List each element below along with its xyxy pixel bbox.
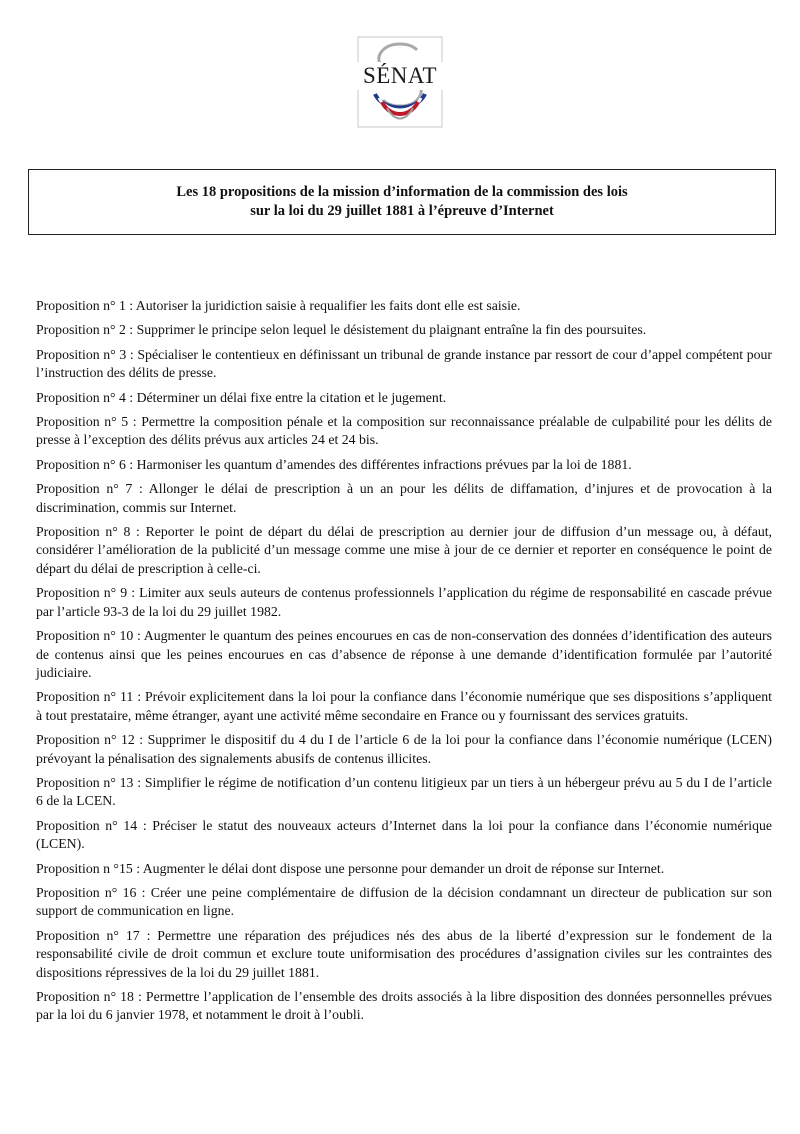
proposition-14: Proposition n° 14 : Préciser le statut des nouveaux acteurs d’Internet dans la loi pour la confiance dans l’économie numérique (LCEN). (36, 817, 772, 852)
proposition-13: Proposition n° 13 : Simplifier le régime de notification d’un contenu litigieux par un tiers à un hébergeur prévu au 5 du I de l’article 6 de la LCEN. (36, 774, 772, 809)
proposition-3: Proposition n° 3 : Spécialiser le contentieux en définissant un tribunal de grande instance par ressort de cour d’appel compétent pour l’instruction des délits de presse. (36, 346, 772, 381)
proposition-4: Proposition n° 4 : Déterminer un délai fixe entre la citation et le jugement. (36, 389, 447, 405)
senat-logo (355, 36, 445, 128)
title-box (28, 169, 776, 235)
title-line-2: sur la loi du 29 juillet 1881 à l’épreuve d’Internet (250, 203, 554, 219)
proposition-1: Proposition n° 1 : Autoriser la juridiction saisie à requalifier les faits dont elle est saisie. (36, 298, 521, 313)
proposition-7: Proposition n° 7 : Allonger le délai de prescription à un an pour les délits de diffamation, d’injures et de provocation à la discrimination, commis sur Internet. (36, 481, 772, 515)
propositions-list (36, 297, 772, 1031)
proposition-8: Proposition n° 8 : Reporter le point de départ du délai de prescription au dernier jour de diffusion d’un message ou, à défaut, considérer l’amélioration de la publicité d’un message comme une mise à jour de ce dernier et reporter en conséquence le point de départ du délai de prescription à celle-ci. (36, 524, 772, 576)
proposition-15: Proposition n °15 : Augmenter le délai dont dispose une personne pour demander un droit de réponse sur Internet. (36, 860, 665, 876)
proposition-2: Proposition n° 2 : Supprimer le principe selon lequel le désistement du plaignant entraîne la fin des poursuites. (36, 322, 647, 338)
proposition-9: Proposition n° 9 : Limiter aux seuls auteurs de contenus professionnels l’application du régime de responsabilité en cascade prévue par l’article 93-3 de la loi du 29 juillet 1982. (36, 585, 772, 619)
proposition-10: Proposition n° 10 : Augmenter le quantum des peines encourues en cas de non-conservation des données d’identification des auteurs de contenus ainsi que les peines encourues en cas d’absence de réponse à une demande d’identification formulée par l’autorité judiciaire. (36, 628, 772, 680)
proposition-17: Proposition n° 17 : Permettre une réparation des préjudices nés des abus de la liberté d’expression sur le fondement de la responsabilité civile de droit commun et exclure toute uniformisation des procédures d’assignation civiles sur les contraintes des dispositions répressives de la loi du 29 juillet 1881. (36, 927, 772, 980)
proposition-12: Proposition n° 12 : Supprimer le dispositif du 4 du I de l’article 6 de la loi pour la confiance dans l’économie numérique (LCEN) prévoyant la pénalisation des signalements abusifs de contenus illicites. (36, 732, 772, 766)
logo-text: SÉNAT (355, 62, 445, 90)
proposition-6: Proposition n° 6 : Harmoniser les quantum d’amendes des différentes infractions prévues par la loi de 1881. (36, 456, 632, 472)
proposition-16: Proposition n° 16 : Créer une peine complémentaire de diffusion de la décision condamnant un directeur de publication sur son support de communication en ligne. (36, 884, 772, 919)
proposition-11: Proposition n° 11 : Prévoir explicitement dans la loi pour la confiance dans l’économie numérique que ses dispositions s’appliquent à tout prestataire, même étranger, ayant une activité même secondaire en France ou y fournissant des services gratuits. (36, 689, 772, 723)
proposition-5: Proposition n° 5 : Permettre la composition pénale et la composition sur reconnaissance préalable de culpabilité pour les délits de presse à l’exception des délits prévus aux articles 24 et 24 bis. (36, 414, 772, 448)
title-line-1: Les 18 propositions de la mission d’information de la commission des lois (176, 184, 628, 200)
proposition-18: Proposition n° 18 : Permettre l’application de l’ensemble des droits associés à la libre disposition des données personnelles prévues par la loi du 6 janvier 1978, et notamment le droit à l’oubli. (36, 989, 772, 1023)
